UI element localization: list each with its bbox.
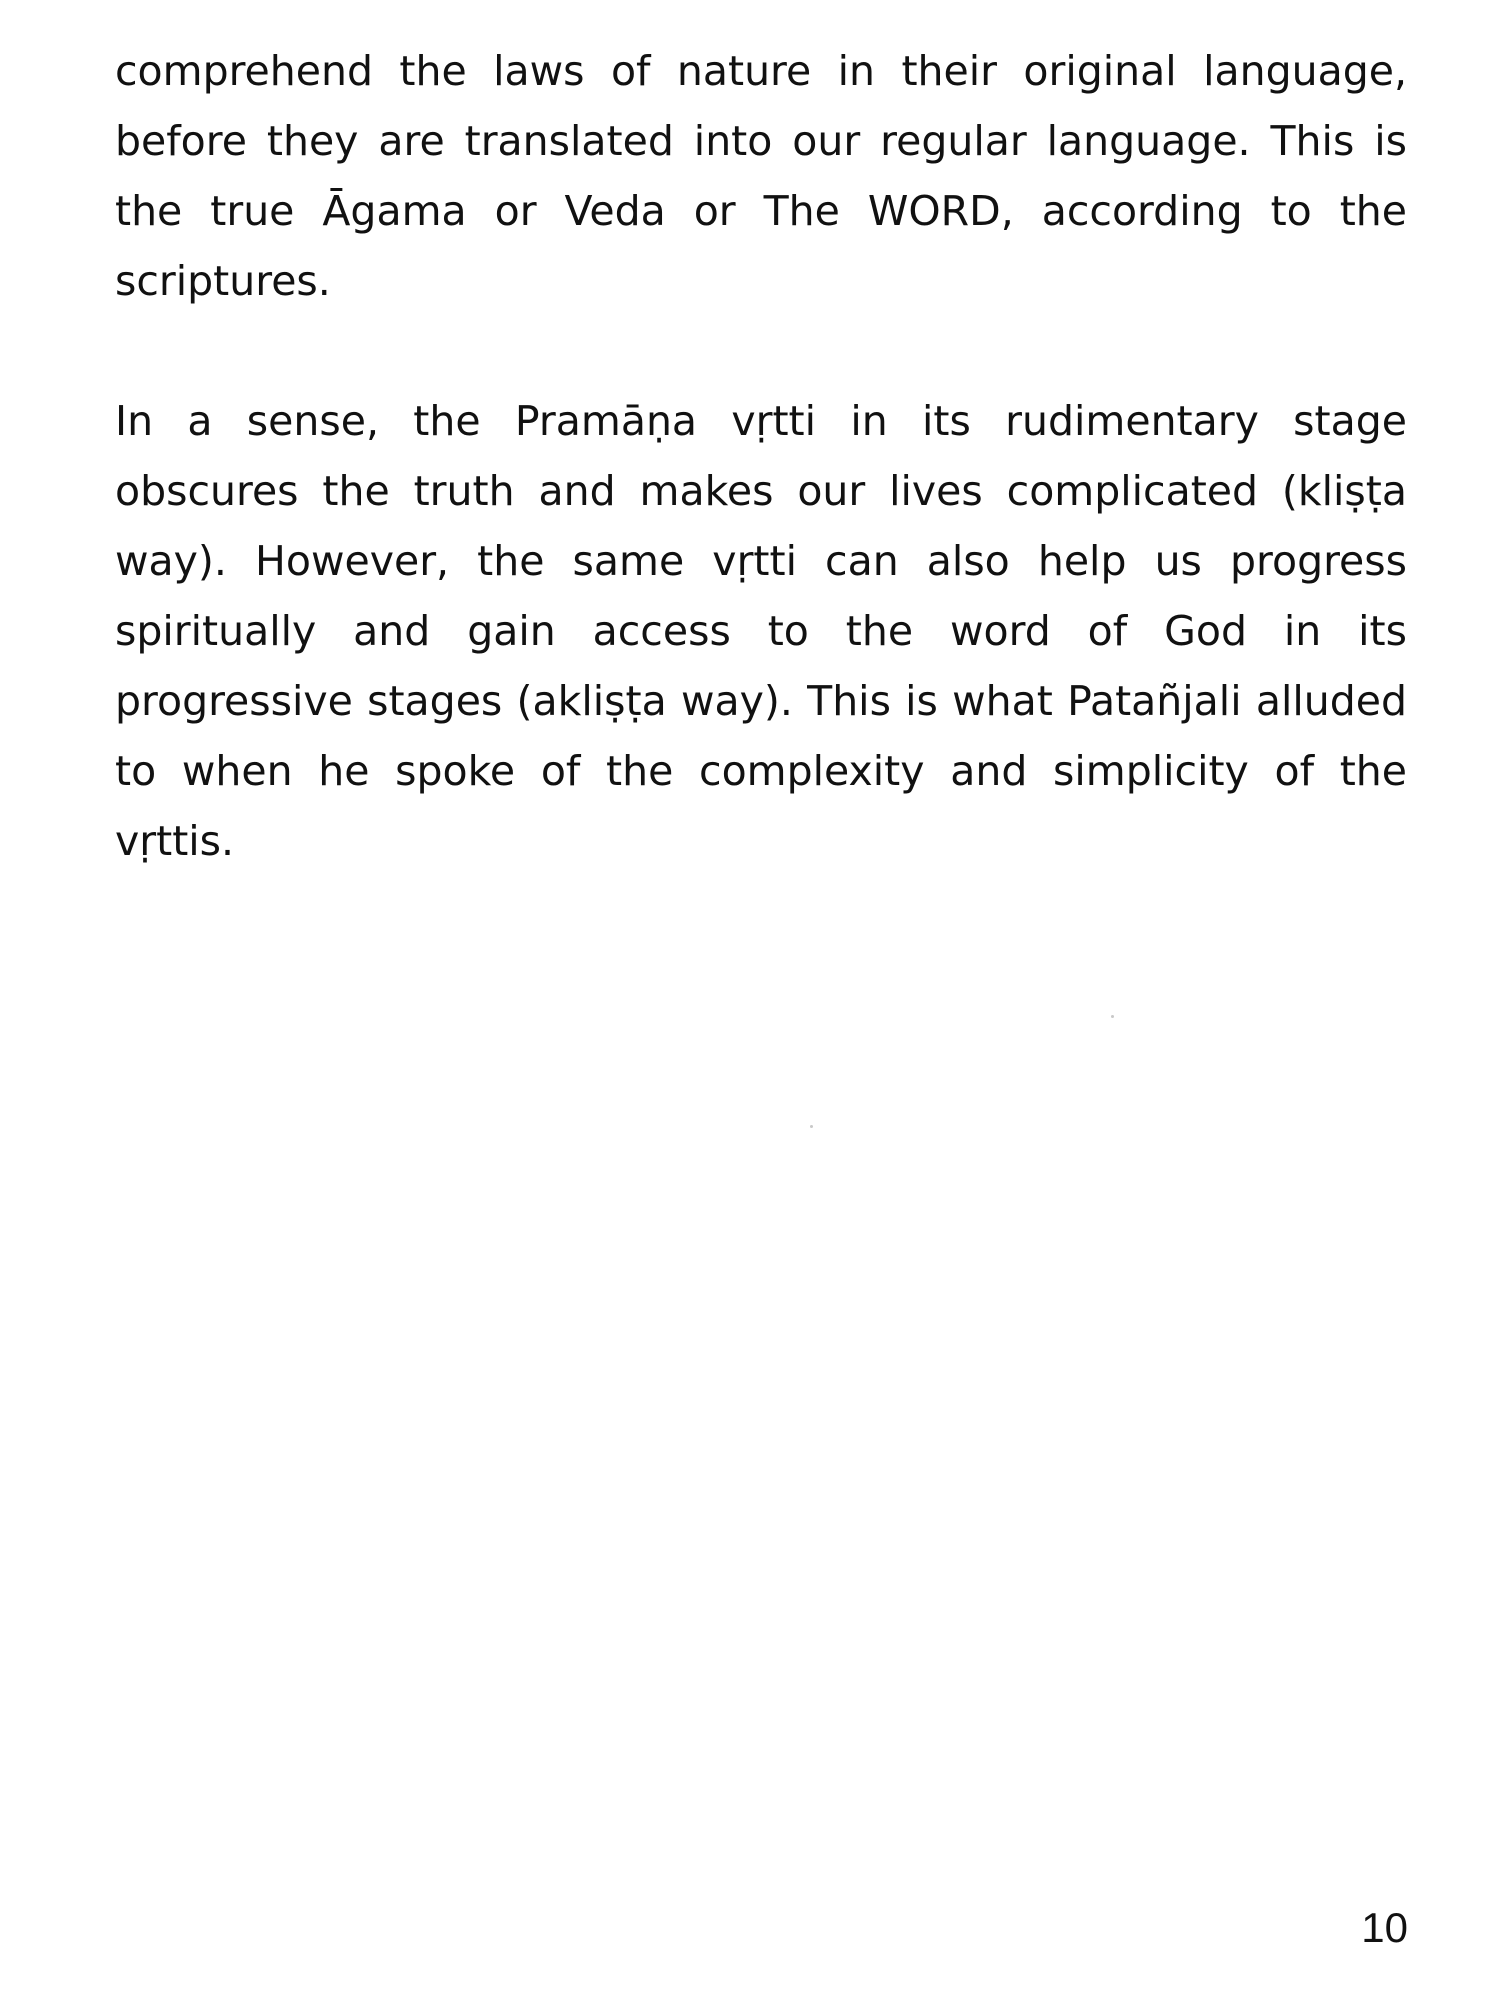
paragraph-1: comprehend the laws of nature in their original language, before they are translated into our regular language. This is the true Āgama or Veda or The WORD, according to the scriptures.	[115, 47, 1407, 305]
scan-speck	[810, 1125, 813, 1128]
scan-speck	[1111, 1015, 1114, 1018]
paragraph-2: In a sense, the Pramāṇa vṛtti in its rudimentary stage obscures the truth and makes our lives complicated (kliṣṭa way). However, the same vṛtti can also help us progress spiritually and gain access to the word of God in its progressive stages (akliṣṭa way). This is what Patañjali alluded to when he spoke of the complexity and simplicity of the vṛttis.	[115, 397, 1407, 865]
page-number: 10	[1361, 1904, 1408, 1951]
